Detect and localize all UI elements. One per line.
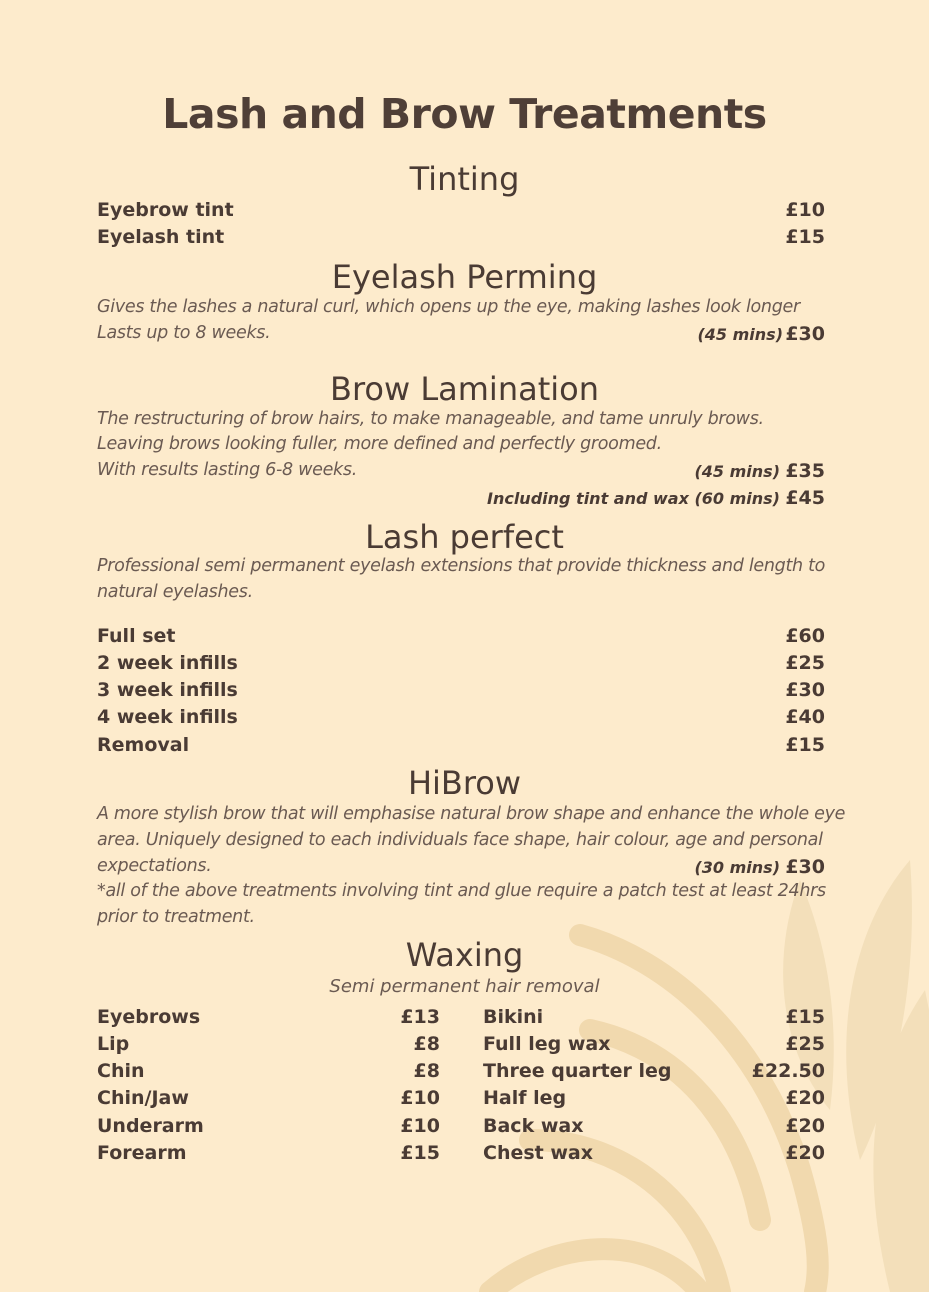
lamination-duration: (45 mins) bbox=[694, 462, 780, 481]
wax-forearm-price: £15 bbox=[400, 1142, 440, 1164]
eyelash-tint-price: £15 bbox=[785, 226, 825, 248]
lamination-price: £35 bbox=[785, 460, 825, 482]
full-set-label: Full set bbox=[97, 625, 176, 647]
two-week-infills-price: £25 bbox=[785, 652, 825, 674]
wax-chin-label: Chin bbox=[97, 1060, 145, 1082]
wax-chin-price: £8 bbox=[413, 1060, 440, 1082]
wax-chest-label: Chest wax bbox=[483, 1142, 593, 1164]
wax-lip-price: £8 bbox=[413, 1033, 440, 1055]
wax-eyebrows-label: Eyebrows bbox=[97, 1006, 201, 1028]
wax-full-leg-price: £25 bbox=[785, 1033, 825, 1055]
perming-heading: Eyelash Perming bbox=[331, 258, 598, 296]
wax-half-leg-price: £20 bbox=[785, 1087, 825, 1109]
perming-price: £30 bbox=[785, 323, 825, 345]
waxing-heading: Waxing bbox=[405, 936, 524, 974]
eyebrow-tint-price: £10 bbox=[785, 199, 825, 221]
eyelash-tint-label: Eyelash tint bbox=[97, 226, 225, 248]
two-week-infills-label: 2 week infills bbox=[97, 652, 238, 674]
tinting-heading: Tinting bbox=[409, 160, 520, 198]
lamination-description-2: Leaving brows looking fuller, more defined and perfectly groomed. bbox=[97, 434, 662, 454]
lash-perfect-description-2: natural eyelashes. bbox=[97, 582, 253, 602]
three-week-infills-label: 3 week infills bbox=[97, 679, 238, 701]
hibrow-heading: HiBrow bbox=[407, 764, 522, 802]
lamination-tint-wax-duration: Including tint and wax (60 mins) bbox=[486, 489, 780, 508]
wax-chin-jaw-label: Chin/Jaw bbox=[97, 1087, 189, 1109]
removal-label: Removal bbox=[97, 734, 190, 756]
wax-bikini-price: £15 bbox=[785, 1006, 825, 1028]
full-set-price: £60 bbox=[785, 625, 825, 647]
wax-chest-price: £20 bbox=[785, 1142, 825, 1164]
wax-half-leg-label: Half leg bbox=[483, 1087, 567, 1109]
patch-test-note-2: prior to treatment. bbox=[97, 907, 255, 927]
waxing-subtitle: Semi permanent hair removal bbox=[329, 976, 600, 997]
eyebrow-tint-label: Eyebrow tint bbox=[97, 199, 234, 221]
lamination-tint-wax-price: £45 bbox=[785, 487, 825, 509]
lamination-heading: Brow Lamination bbox=[329, 370, 599, 408]
four-week-infills-label: 4 week infills bbox=[97, 706, 238, 728]
four-week-infills-price: £40 bbox=[785, 706, 825, 728]
hibrow-description-1: A more stylish brow that will emphasise natural brow shape and enhance the whole eye bbox=[97, 804, 846, 824]
wax-eyebrows-price: £13 bbox=[400, 1006, 440, 1028]
wax-back-price: £20 bbox=[785, 1115, 825, 1137]
perming-description: Gives the lashes a natural curl, which opens up the eye, making lashes look longer bbox=[97, 297, 800, 317]
lash-perfect-description-1: Professional semi permanent eyelash extensions that provide thickness and length to bbox=[97, 556, 826, 576]
lamination-description-3: With results lasting 6-8 weeks. bbox=[97, 460, 357, 480]
wax-back-label: Back wax bbox=[483, 1115, 584, 1137]
three-week-infills-price: £30 bbox=[785, 679, 825, 701]
wax-underarm-price: £10 bbox=[400, 1115, 440, 1137]
hibrow-price: £30 bbox=[785, 856, 825, 878]
removal-price: £15 bbox=[785, 734, 825, 756]
wax-forearm-label: Forearm bbox=[97, 1142, 187, 1164]
wax-three-quarter-leg-label: Three quarter leg bbox=[483, 1060, 672, 1082]
wax-full-leg-label: Full leg wax bbox=[483, 1033, 611, 1055]
patch-test-note-1: *all of the above treatments involving tint and glue require a patch test at least 24hrs bbox=[97, 881, 826, 901]
page-title: Lash and Brow Treatments bbox=[162, 90, 767, 138]
wax-bikini-label: Bikini bbox=[483, 1006, 544, 1028]
lash-perfect-heading: Lash perfect bbox=[365, 518, 564, 556]
wax-lip-label: Lip bbox=[97, 1033, 130, 1055]
wax-chin-jaw-price: £10 bbox=[400, 1087, 440, 1109]
lamination-description-1: The restructuring of brow hairs, to make manageable, and tame unruly brows. bbox=[97, 409, 764, 429]
hibrow-duration: (30 mins) bbox=[694, 858, 780, 877]
perming-duration: (45 mins) bbox=[697, 325, 783, 344]
perming-duration-text: Lasts up to 8 weeks. bbox=[97, 323, 271, 343]
wax-three-quarter-leg-price: £22.50 bbox=[751, 1060, 825, 1082]
hibrow-description-2: area. Uniquely designed to each individuals face shape, hair colour, age and personal bbox=[97, 830, 823, 850]
hibrow-description-3: expectations. bbox=[97, 856, 212, 876]
wax-underarm-label: Underarm bbox=[97, 1115, 204, 1137]
